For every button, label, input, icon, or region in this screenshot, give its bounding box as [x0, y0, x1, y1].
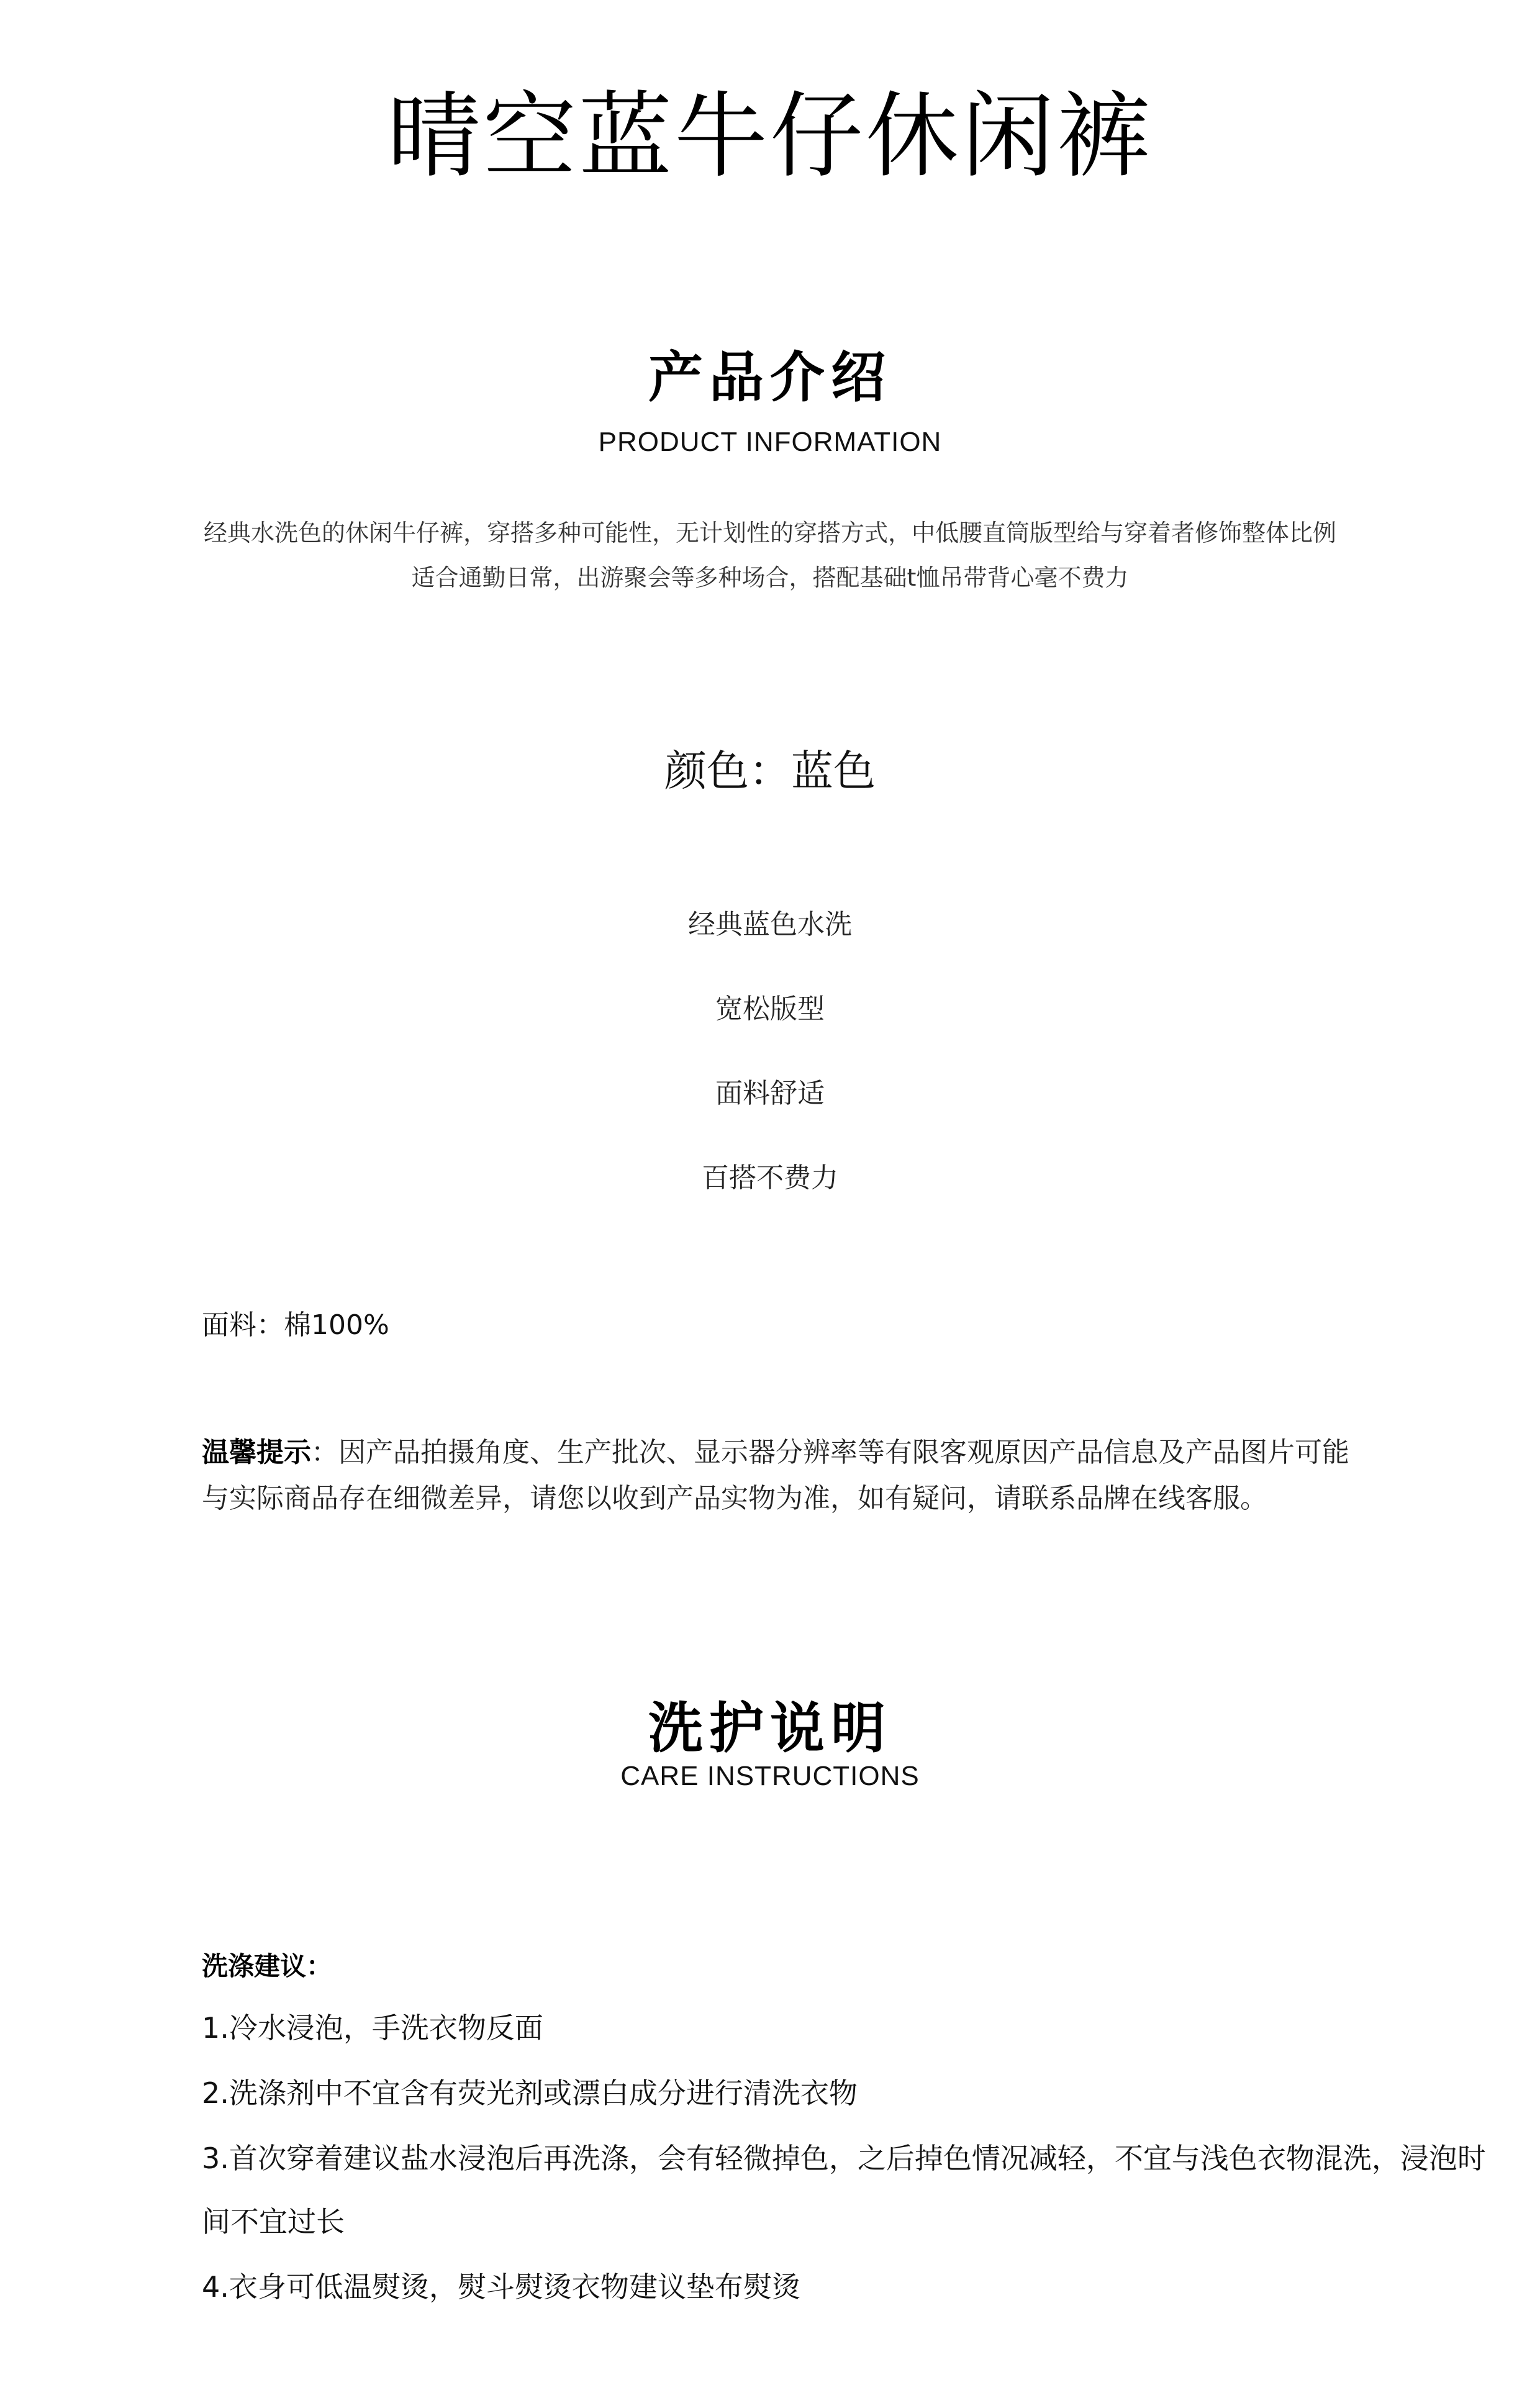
wash-item: 3.首次穿着建议盐水浸泡后再洗涤，会有轻微掉色，之后掉色情况减轻，不宜与浅色衣物混洗，浸泡时间不宜过长	[202, 2142, 1486, 2238]
intro-line-1: 经典水洗色的休闲牛仔裤，穿搭多种可能性，无计划性的穿搭方式，中低腰直筒版型给与穿着者修饰整体比例	[203, 519, 1336, 547]
notice-text: ：因产品拍摄角度、生产批次、显示器分辨率等有限客观原因产品信息及产品图片可能与实际商品存在细微差异，请您以收到产品实物为准，如有疑问，请联系品牌在线客服。	[202, 1437, 1349, 1514]
feature-item: 面料舒适	[715, 1078, 825, 1109]
care-section-subtitle: CARE INSTRUCTIONS	[620, 1761, 920, 1791]
color-line: 颜色：蓝色	[664, 747, 876, 796]
wash-item: 2.洗涤剂中不宜含有荧光剂或漂白成分进行清洗衣物	[202, 2076, 858, 2110]
wash-item: 1.冷水浸泡，手洗衣物反面	[202, 2011, 543, 2045]
feature-item: 经典蓝色水洗	[688, 909, 852, 940]
wash-heading: 洗涤建议：	[202, 1951, 333, 1981]
intro-section-title: 产品介绍	[648, 345, 892, 409]
product-title: 晴空蓝牛仔休闲裤	[387, 83, 1153, 191]
care-section-title: 洗护说明	[648, 1696, 892, 1760]
feature-item: 百搭不费力	[702, 1162, 838, 1194]
notice-label: 温馨提示	[202, 1437, 311, 1468]
intro-section-subtitle: PRODUCT INFORMATION	[598, 427, 942, 457]
wash-item: 4.衣身可低温熨烫，熨斗熨烫衣物建议垫布熨烫	[202, 2270, 800, 2304]
notice-paragraph	[202, 1430, 1357, 1522]
intro-line-2: 适合通勤日常，出游聚会等多种场合，搭配基础t恤吊带背心毫不费力	[411, 564, 1129, 591]
feature-item: 宽松版型	[715, 993, 825, 1025]
fabric-info: 面料：棉100%	[202, 1309, 389, 1341]
